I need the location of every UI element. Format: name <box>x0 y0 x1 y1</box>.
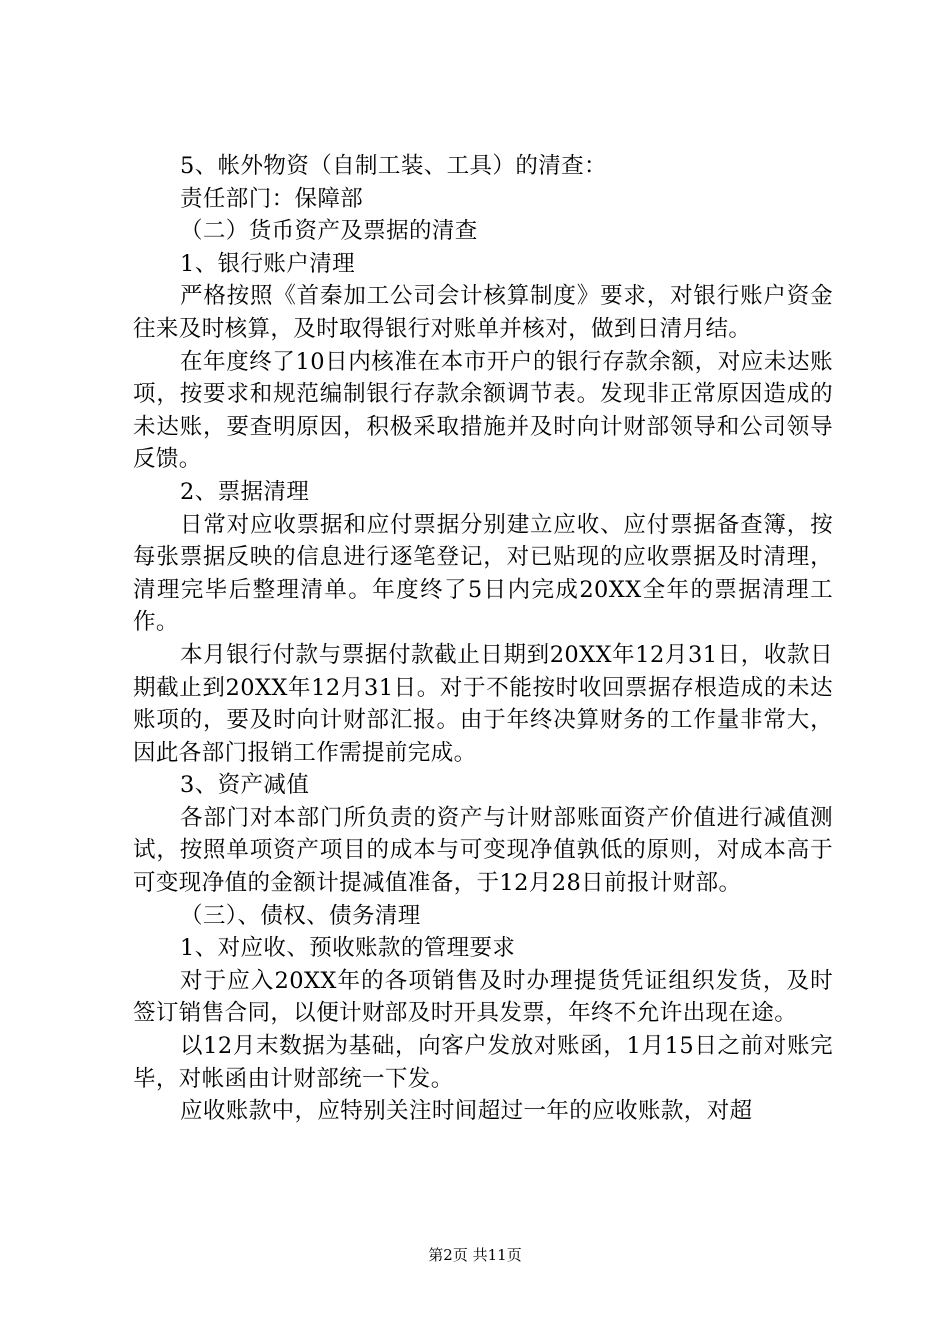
paragraph: 在年度终了10日内核准在本市开户的银行存款余额，对应未达账项，按要求和规范编制银行存款余额调节表。发现非正常原因造成的未达账，要查明原因，积极采取措施并及时向计财部领导和公司领导反馈。 <box>133 348 833 473</box>
paragraph: 日常对应收票据和应付票据分别建立应收、应付票据备查簿，按每张票据反映的信息进行逐笔登记，对已贴现的应收票据及时清理，清理完毕后整理清单。年度终了5日内完成20XX全年的票据清理工作。 <box>133 511 833 636</box>
paragraph: 责任部门：保障部 <box>180 185 364 212</box>
paragraph: 应收账款中，应特别关注时间超过一年的应收账款，对超 <box>180 1098 753 1125</box>
paragraph: 对于应入20XX年的各项销售及时办理提货凭证组织发货，及时签订销售合同，以便计财部及时开具发票，年终不允许出现在途。 <box>133 967 833 1027</box>
subsection-heading: 2、票据清理 <box>180 478 310 505</box>
section-heading: （三）、债权、债务清理 <box>180 902 421 929</box>
subsection-heading: 3、资产减值 <box>180 772 310 799</box>
paragraph: 以12月末数据为基础，向客户发放对账函，1月15日之前对账完毕，对帐函由计财部统一下发。 <box>133 1033 833 1092</box>
section-heading: （二）货币资产及票据的清查 <box>180 218 478 245</box>
subsection-heading: 1、对应收、预收账款的管理要求 <box>180 935 516 962</box>
paragraph: 5、帐外物资（自制工装、工具）的清查： <box>180 153 607 179</box>
subsection-heading: 1、银行账户清理 <box>180 250 356 277</box>
page-number-footer: 第2页 共11页 <box>428 1246 522 1264</box>
paragraph: 严格按照《首秦加工公司会计核算制度》要求，对银行账户资金往来及时核算，及时取得银行对账单并核对，做到日清月结。 <box>133 283 833 342</box>
paragraph: 本月银行付款与票据付款截止日期到20XX年12月31日，收款日期截止到20XX年12月31日。对于不能按时收回票据存根造成的未达账项的，要及时向计财部汇报。由于年终决算财务的工作量非常大，因此各部门报销工作需提前完成。 <box>133 641 833 766</box>
document-body <box>133 150 833 1128</box>
paragraph: 各部门对本部门所负责的资产与计财部账面资产价值进行减值测试，按照单项资产项目的成本与可变现净值孰低的原则，对成本高于可变现净值的金额计提减值准备，于12月28日前报计财部。 <box>133 804 833 897</box>
